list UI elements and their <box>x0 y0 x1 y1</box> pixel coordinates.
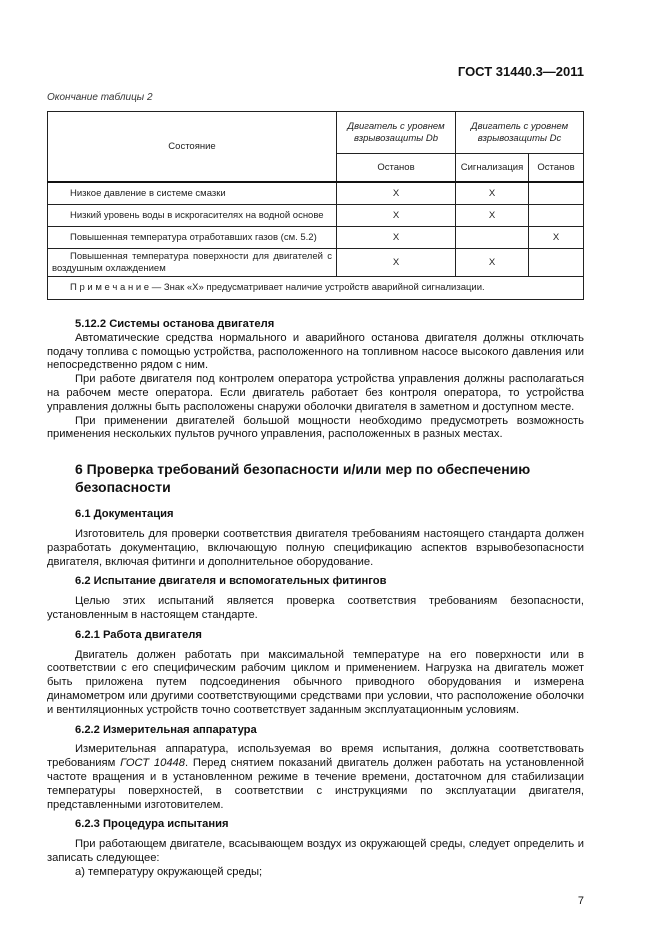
table-row: Повышенная температура поверхности для двигателей с воздушным охлаждением X X <box>48 249 584 277</box>
subheader-dc-stop: Останов <box>529 154 584 182</box>
paragraph: Изготовитель для проверки соответствия двигателя требованиям настоящего стандарта должен разработать документацию, включающую полную спецификацию аспектов взрывобезопасности двигателя, включая фитинги и дополнительное оборудование. <box>47 527 584 568</box>
paragraph: Целью этих испытаний является проверка соответствия требованиям безопасности, установленным в настоящем стандарте. <box>47 595 584 621</box>
paragraph: Автоматические средства нормального и аварийного останова двигателя должны отключать подачу топлива с помощью устройства, расположенного на топливном насосе высокого давления или непосредственно рядом с ним. <box>47 331 584 372</box>
table-row: Повышенная температура отработавших газов (см. 5.2) X X <box>48 227 584 249</box>
col-header-state: Состояние <box>48 112 337 182</box>
paragraph: Измерительная аппаратура, используемая во время испытания, должна соответствовать требованиям ГОСТ 10448. Перед снятием показаний двигатель должен работать на установленной частоте вращения и в установленном режиме в течение времени, достаточном для стабилизации температуры поверхностей, в соответствии с инструкциями по эксплуатации двигателя, представленными изготовителем. <box>47 743 584 811</box>
section-6-1-title: 6.1 Документация <box>75 508 174 521</box>
table-2 <box>47 111 584 300</box>
subheader-dc-signal: Сигнализация <box>456 154 529 182</box>
section-6-title: 6 Проверка требований безопасности и/или мер по обеспечению безопасности <box>75 461 531 496</box>
subheader-db-stop: Останов <box>337 154 456 182</box>
section-6-2-1-title: 6.2.1 Работа двигателя <box>75 628 202 641</box>
paragraph: При применении двигателей большой мощности необходимо предусмотреть возможность применения нескольких пультов ручного управления, расположенных в разных местах. <box>47 414 584 441</box>
col-header-dc: Двигатель с уровнем взрывозащиты Dc <box>456 112 584 154</box>
document-body <box>47 318 584 880</box>
table-caption: Окончание таблицы 2 <box>47 92 153 103</box>
section-6-2-3-title: 6.2.3 Процедура испытания <box>75 818 229 831</box>
reference-gost-10448: ГОСТ 10448 <box>120 757 185 770</box>
col-header-db: Двигатель с уровнем взрывозащиты Db <box>337 112 456 154</box>
page-number: 7 <box>577 894 584 907</box>
section-5-12-2-title: 5.12.2 Системы останова двигателя <box>75 318 275 330</box>
paragraph: При работе двигателя под контролем оператора устройства управления должны располагаться на рабочем месте оператора. Если двигатель работает без контроля оператора, то устройства управления должны быть расположены снаружи оболочки двигателя в заметном и доступном месте. <box>47 373 584 413</box>
list-item: а) температуру окружающей среды; <box>75 865 263 878</box>
section-6-2-2-title: 6.2.2 Измерительная аппаратура <box>75 723 257 736</box>
paragraph: Двигатель должен работать при максимальной температуре на его поверхности или в соответствии с его специфическим рабочим циклом и применением. Нагрузка на двигатель может быть приложена путем подсоединения обычного приводного оборудования и измерена динамометром или другими соответствующими средствами при условии, что расположение оболочки и вентиляционных устройств точно соответствует заданным эксплуатационным условиям. <box>47 648 584 716</box>
table-row: Низкий уровень воды в искрогасителях на водной основе X X <box>48 205 584 227</box>
table-note: П р и м е ч а н и е — Знак «X» предусматривает наличие устройств аварийной сигнализации. <box>48 277 584 300</box>
section-6-2-title: 6.2 Испытание двигателя и вспомогательных фитингов <box>75 575 387 588</box>
document-header: ГОСТ 31440.3—2011 <box>457 64 584 79</box>
table-row: Низкое давление в системе смазки X X <box>48 182 584 205</box>
paragraph: При работающем двигателе, всасывающем воздух из окружающей среды, следует определить и записать следующее: <box>47 838 584 864</box>
